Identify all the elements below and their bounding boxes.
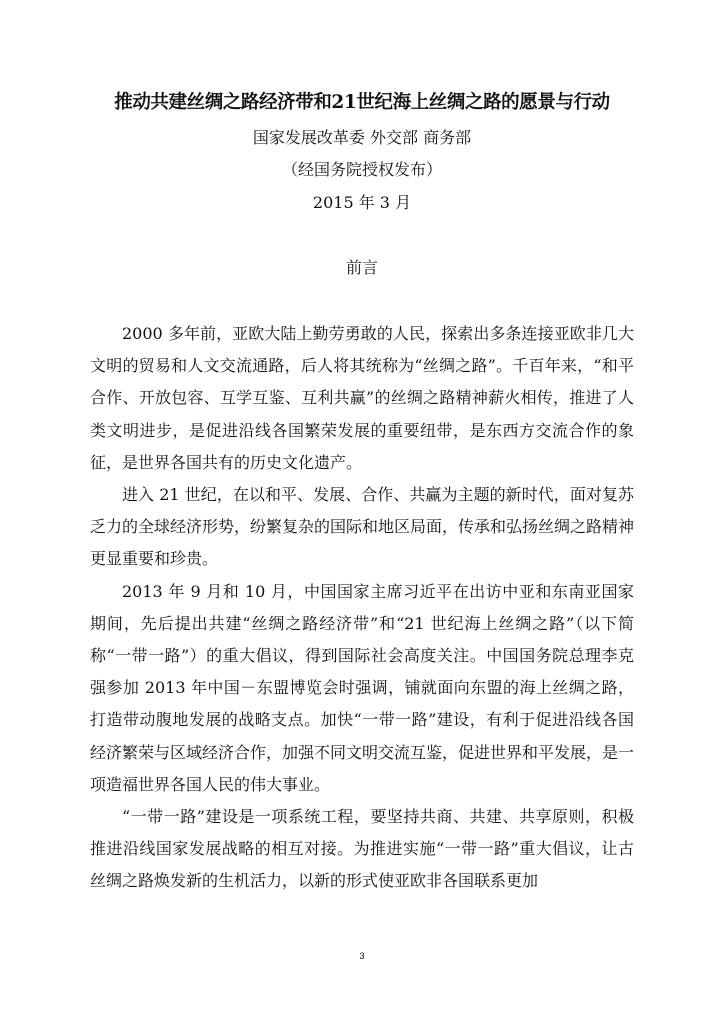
paragraph: 进入 21 世纪，在以和平、发展、合作、共赢为主题的新时代，面对复苏乏力的全球经济形势，纷繁复杂的国际和地区局面，传承和弘扬丝绸之路精神更显重要和珍贵。 <box>90 485 635 569</box>
issuing-authorities: 国家发展改革委 外交部 商务部 <box>252 128 472 147</box>
document-body <box>90 318 634 898</box>
publication-date: 2015 年 3 月 <box>312 193 412 212</box>
paragraph: “一带一路”建设是一项系统工程，要坚持共商、共建、共享原则，积极推进沿线国家发展战略的相互对接。为推进实施“一带一路”重大倡议，让古丝绸之路焕发新的生机活力，以新的形式使亚欧非各国联系更加 <box>90 807 634 891</box>
page-number: 3 <box>359 951 365 961</box>
paragraph: 2000 多年前，亚欧大陆上勤劳勇敢的人民，探索出多条连接亚欧非几大文明的贸易和人文交流通路，后人将其统称为“丝绸之路”。千百年来，“和平合作、开放包容、互学互鉴、互利共赢”的丝绸之路精神薪火相传，推进了人类文明进步，是促进沿线各国繁荣发展的重要纽带，是东西方交流合作的象征，是世界各国共有的历史文化遗产。 <box>90 324 634 472</box>
document-title: 推动共建丝绸之路经济带和21世纪海上丝绸之路的愿景与行动 <box>114 92 610 113</box>
section-title: 前言 <box>345 258 378 277</box>
release-note: （经国务院授权发布） <box>281 160 442 179</box>
paragraph: 2013 年 9 月和 10 月，中国国家主席习近平在出访中亚和东南亚国家期间，先后提出共建“丝绸之路经济带”和“21 世纪海上丝绸之路”（以下简称“一带一路”）的重大倡议，得到国际社会高度关注。中国国务院总理李克强参加 2013 年中国－东盟博览会时强调，铺就面向东盟的海上丝绸之路，打造带动腹地发展的战略支点。加快“一带一路”建设，有利于促进沿线各国经济繁荣与区域经济合作，加强不同文明交流互鉴，促进世界和平发展，是一项造福世界各国人民的伟大事业。 <box>90 581 635 794</box>
